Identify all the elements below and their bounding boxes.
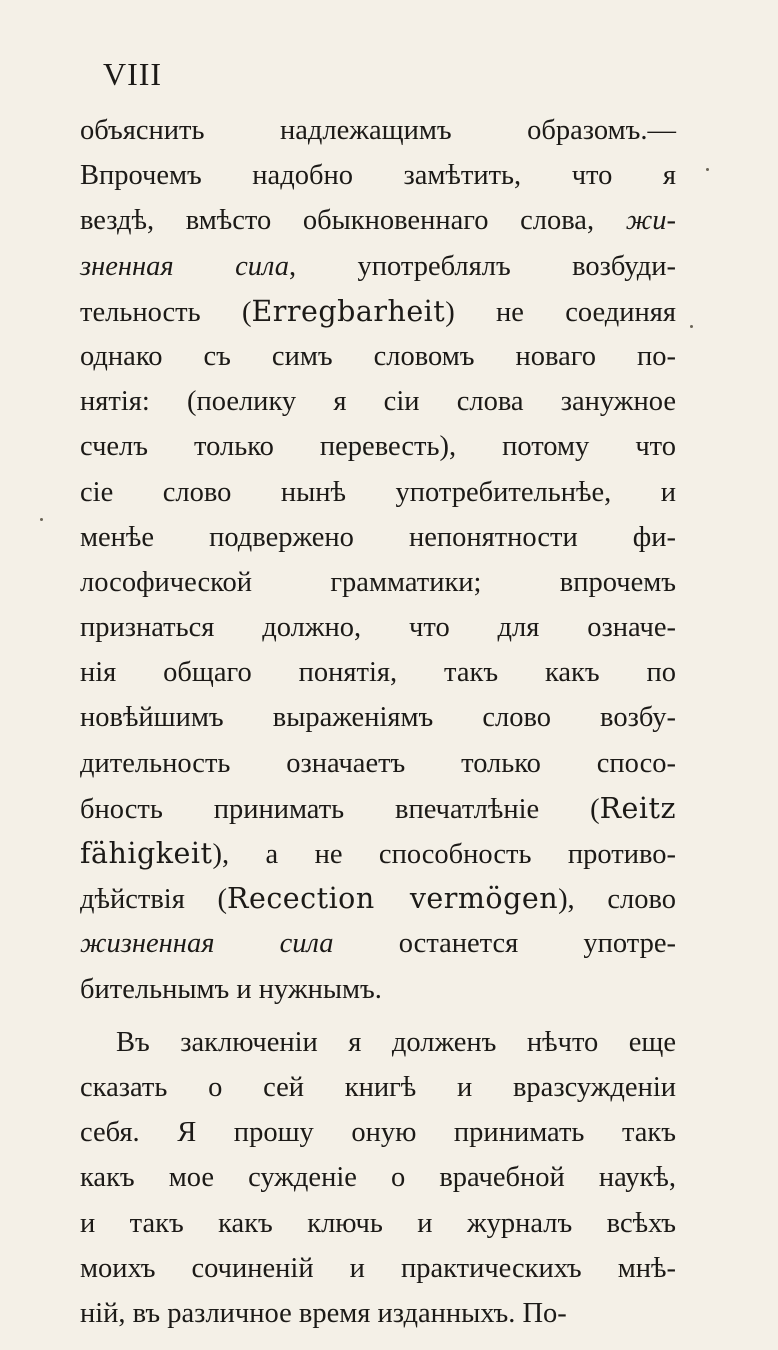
text-line [80,605,676,650]
text-line [80,741,676,786]
text-run: себя. Я прошу оную принимать такъ [80,1117,676,1149]
body-text [80,108,676,1336]
text-run: однако съ симъ словомъ новаго по- [80,340,676,372]
text-line [80,650,676,695]
text-line [80,1246,676,1291]
text-line [80,876,676,921]
text-run: тельность ( [80,296,252,328]
text-run: Въ заключеніи я долженъ нѣчто еще [116,1026,676,1058]
text-run: дѣйствія ( [80,884,227,916]
italic-term: зненная сила [80,250,290,282]
text-run: ) не соединяя [445,296,676,328]
text-line [80,786,676,831]
text-run: объяснить надлежащимъ образомъ.— [80,115,676,146]
foreign-term: Recection vermögen [227,882,559,916]
text-line [80,334,676,379]
text-line [80,1291,676,1336]
text-line [80,424,676,469]
paragraph-2 [80,1020,676,1336]
text-run: какъ мое сужденіе о врачебной наукѣ, [80,1162,676,1194]
italic-term: жизненная сила [80,928,334,960]
text-run: ній, въ различное время изданныхъ. По- [80,1297,567,1329]
text-run: бность принимать впечатлѣніе ( [80,793,600,825]
text-run: ), а не способность противо- [212,839,676,870]
text-line [80,515,676,560]
text-line [80,108,676,153]
print-speck [706,168,709,171]
text-line [80,560,676,605]
paragraph-1 [80,108,676,1012]
text-line [80,470,676,515]
text-line [80,1065,676,1110]
text-run: ), слово [558,884,676,916]
text-run: дительность означаетъ только спосо- [80,747,676,779]
text-line [80,695,676,740]
text-run: признаться должно, что для означе- [80,612,676,644]
text-run: моихъ сочиненій и практическихъ мнѣ- [80,1252,676,1284]
page-number: VIII [103,56,163,92]
text-line [80,967,676,1012]
text-line [80,198,676,243]
text-run: лософической грамматики; впрочемъ [80,566,676,598]
text-line [80,831,676,876]
foreign-term: fähigkeit [80,837,213,870]
text-line [80,379,676,424]
foreign-term: Erregbarheit [251,294,446,328]
text-run: нія общаго понятія, такъ какъ по [80,657,676,689]
text-run: менѣе подвержено непонятности фи- [80,521,676,553]
text-run: счелъ только перевесть), потому что [80,431,676,463]
text-line [80,244,676,289]
italic-term: жи- [625,205,676,237]
text-line [80,1110,676,1155]
text-run: и такъ какъ ключь и журналъ всѣхъ [80,1207,676,1239]
text-run: новѣйшимъ выраженіямъ слово возбу- [80,702,676,734]
text-run: , употреблялъ возбуди- [289,250,676,282]
text-run: бительнымъ и нужнымъ. [80,973,382,1005]
text-run: нятія: (поелику я сіи слова занужное [80,386,676,418]
print-speck [40,518,43,521]
text-line [80,921,676,966]
text-run: Впрочемъ надобно замѣтить, что я [80,160,676,192]
print-speck [690,325,693,328]
text-line [80,1020,676,1065]
text-run: останется употре- [333,928,676,960]
text-line [80,1201,676,1246]
foreign-term: Reitz [599,791,676,825]
text-run: вездѣ, вмѣсто обыкновеннаго слова, [80,205,626,237]
text-line [80,289,676,334]
text-line [80,1155,676,1200]
text-run: сіе слово нынѣ употребительнѣе, и [80,476,676,508]
text-run: сказать о сей книгѣ и вразсужденіи [80,1071,676,1103]
paragraph-gap [80,1012,676,1020]
text-line [80,153,676,198]
